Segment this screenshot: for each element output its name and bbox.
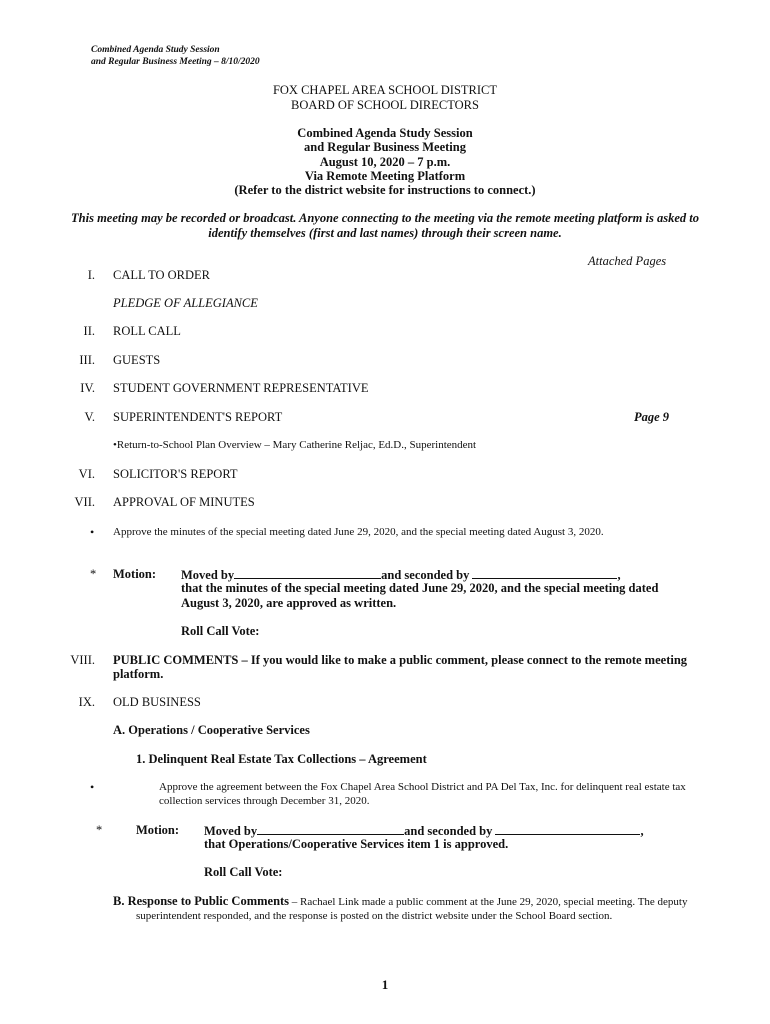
section-number-6: VI. xyxy=(78,467,95,481)
pledge-of-allegiance: PLEDGE OF ALLEGIANCE xyxy=(113,296,258,310)
section-call-to-order: CALL TO ORDER xyxy=(113,268,210,282)
motion-text-line1: that the minutes of the special meeting dated June 29, 2020, and the special meeting dated xyxy=(181,581,659,595)
section-number-4: IV. xyxy=(80,381,95,395)
meeting-date: August 10, 2020 – 7 p.m. xyxy=(319,155,451,169)
running-header-line1: Combined Agenda Study Session xyxy=(91,45,220,55)
mover-blank xyxy=(257,823,404,835)
seconded-by-label: and seconded by xyxy=(381,568,470,582)
section-student-government: STUDENT GOVERNMENT REPRESENTATIVE xyxy=(113,381,369,395)
district-name: FOX CHAPEL AREA SCHOOL DISTRICT xyxy=(272,83,498,97)
section-number-1: I. xyxy=(87,268,95,282)
section-approval-of-minutes: APPROVAL OF MINUTES xyxy=(113,495,255,509)
comma: , xyxy=(640,824,644,838)
item-delinquent-tax: 1. Delinquent Real Estate Tax Collections – Agreement xyxy=(136,752,427,766)
section-number-9: IX. xyxy=(78,695,95,709)
motion-label: Motion: xyxy=(113,567,157,581)
section-guests: GUESTS xyxy=(113,353,161,367)
subsection-public-comment-response xyxy=(113,894,726,923)
section-superintendent-report: SUPERINTENDENT'S REPORT xyxy=(113,410,283,424)
subsection-operations: A. Operations / Cooperative Services xyxy=(113,723,310,737)
comma: , xyxy=(617,568,621,582)
session-title-2: and Regular Business Meeting xyxy=(304,140,466,154)
seconder-blank xyxy=(495,823,640,835)
motion-star: * xyxy=(96,823,103,837)
section-roll-call: ROLL CALL xyxy=(113,324,181,338)
section-public-comments: PUBLIC COMMENTS – If you would like to make a public comment, please connect to the remote meeting platform. xyxy=(113,653,688,681)
section-number-3: III. xyxy=(79,353,95,367)
mover-blank xyxy=(234,567,381,579)
section-number-5: V. xyxy=(84,410,95,424)
recording-notice: This meeting may be recorded or broadcast. Anyone connecting to the meeting via the remote meeting platform is asked to identify themselves (first and last names) through their screen name. xyxy=(71,211,699,240)
motion-star: * xyxy=(90,567,97,581)
section-number-8: VIII. xyxy=(70,653,95,667)
motion-text: that Operations/Cooperative Services item 1 is approved. xyxy=(204,837,509,851)
section-number-2: II. xyxy=(83,324,95,338)
bullet: • xyxy=(90,525,95,539)
approve-minutes-text: Approve the minutes of the special meeting dated June 29, 2020, and the special meeting dated August 3, 2020. xyxy=(113,526,604,538)
moved-by-label: Moved by xyxy=(181,568,235,582)
page-number: 1 xyxy=(381,977,389,992)
seconded-by-label: and seconded by xyxy=(404,824,493,838)
seconder-blank xyxy=(472,567,617,579)
approve-agreement-text: Approve the agreement between the Fox Chapel Area School District and PA Del Tax, Inc. for delinquent real estate tax collection services through December 31, 2020. xyxy=(159,781,686,807)
session-title-1: Combined Agenda Study Session xyxy=(297,126,473,140)
response-text: – Rachael Link made a public comment at the June 29, 2020, special meeting. The deputy superintendent responded, and the response is posted on the district website under the School Board section. xyxy=(136,896,688,922)
running-header-line2: and Regular Business Meeting – 8/10/2020 xyxy=(91,57,260,67)
return-to-school-item: •Return-to-School Plan Overview – Mary Catherine Reljac, Ed.D., Superintendent xyxy=(113,439,477,451)
section-number-7: VII. xyxy=(74,495,95,509)
motion-text-line2: August 3, 2020, are approved as written. xyxy=(181,596,397,610)
attached-pages-label: Attached Pages xyxy=(588,254,667,268)
moved-by-label: Moved by xyxy=(204,824,258,838)
bullet: • xyxy=(90,780,95,794)
board-name: BOARD OF SCHOOL DIRECTORS xyxy=(291,98,479,112)
connect-instructions: (Refer to the district website for instructions to connect.) xyxy=(234,183,536,197)
page-reference: Page 9 xyxy=(634,410,670,424)
roll-call-vote: Roll Call Vote: xyxy=(181,624,260,638)
motion-label: Motion: xyxy=(136,823,180,837)
roll-call-vote: Roll Call Vote: xyxy=(204,865,283,879)
section-solicitor-report: SOLICITOR'S REPORT xyxy=(113,467,238,481)
meeting-platform: Via Remote Meeting Platform xyxy=(304,169,466,183)
response-heading: B. Response to Public Comments xyxy=(113,894,290,908)
section-old-business: OLD BUSINESS xyxy=(113,695,201,709)
